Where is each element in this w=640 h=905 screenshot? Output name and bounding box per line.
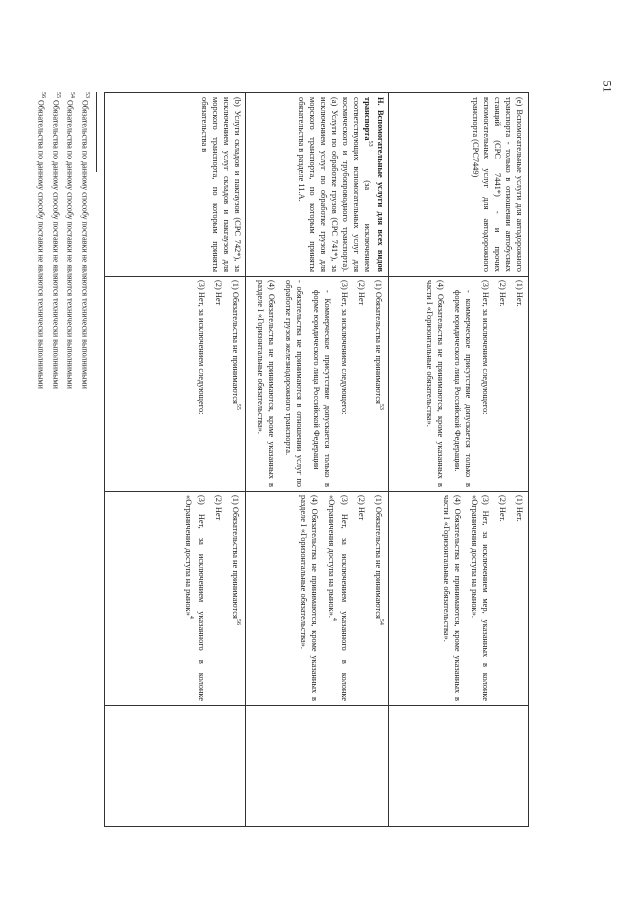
mode-1: (1) Обязательства не принимаются (231, 280, 241, 404)
footnote-ref: 55 (235, 403, 241, 410)
mode-4: (4) Обязательства не принимаются, кроме указанных в части I «Горизонтальные обязательства». (442, 495, 462, 701)
commitments-table (104, 92, 529, 827)
footnote: $^{53}$ Обязательства по данному способу поставки не являются технически выполнимыми (80, 92, 90, 389)
footnote-ref: 53 (378, 403, 384, 410)
mode-1: (1) Нет. (515, 495, 524, 522)
sector-cell (389, 93, 528, 276)
market-access-cell (103, 276, 246, 491)
mode-4: (4) Обязательства не принимаются, кроме указанных в части I «Горизонтальные обязательства». (425, 280, 445, 487)
footnote-ref: 4 (188, 615, 195, 619)
section-title: H. Вспомогательные услуги для всех видов транспорта (363, 97, 385, 272)
mode-4: (4) Обязательства не принимаются, кроме указанных в разделе I «Горизонтальные обязательства». (299, 495, 320, 701)
footnote: $^{55}$ Обязательства по данному способу поставки не являются технически выполнимыми (51, 92, 61, 389)
footnote-ref: 56 (235, 618, 241, 625)
service-description: (за исключением соответствующих вспомогательных услуг для космического и трубопроводного транспорта). (а) Услуги по обработке грузов (CPC 741*), за исключением услуг по обработке грузов для морского транспорта, по которым приняты обязательства в разделе 11.A. (297, 97, 373, 272)
mode-2: (2) Нет. (498, 495, 507, 522)
mode-1: (1) Обязательства не принимаются (374, 280, 384, 404)
mode-3: (3) Нет, за исключением следующего: (340, 280, 350, 415)
sector-cell (103, 93, 246, 276)
page-number: 51 (600, 80, 615, 93)
mode-3: (3) Нет, за исключением указанного в колонке «Ограничения доступа на рынок». (327, 495, 350, 701)
footnotes (34, 92, 93, 827)
additional-commitments-cell (246, 705, 389, 828)
sector-cell (246, 93, 389, 276)
national-treatment-cell (389, 491, 528, 705)
mode-3-condition: - Коммерческое присутствие допускается только в форме юридического лица Российской Федерации (312, 290, 333, 487)
mode-3-condition: - коммерческое присутствие допускается только в форме юридического лица Российской Федерации. (453, 290, 473, 487)
mode-3: (3) Нет, за исключением следующего: (197, 280, 207, 415)
mode-1: (1) Нет. (515, 280, 524, 307)
mode-3: (3) Нет, за исключением указанного в колонке «Ограничения доступа на рынок» (184, 495, 207, 701)
mode-2: (2) Нет. (498, 280, 507, 307)
mode-2: (2) Нет (357, 495, 367, 521)
mode-3: (3) Нет, за исключением мер, указанных в колонке «Ограничения доступа на рынок». (470, 495, 490, 701)
footnote-ref: 4 (331, 617, 338, 621)
national-treatment-cell (246, 491, 389, 705)
footnote-ref: 53 (367, 140, 373, 147)
mode-1: (1) Обязательства не принимаются (374, 495, 384, 619)
rotated-page-content (36, 92, 529, 827)
service-description: (e) Вспомогательные услуги для автодорожного транспорта - только в отношении автобусных станций (CPC 7441*) - и прочих вспомогательных услуг для автодорожного транспорта (CPC7449) (471, 97, 524, 272)
market-access-cell (246, 276, 389, 491)
service-description: (b) Услуги складов и пакгаузов (CPC 742*), за исключением услуг складов и пакгаузов для морского транспорта, по которым приняты обязательства в (200, 97, 242, 272)
mode-1: (1) Обязательства не принимаются (231, 495, 241, 619)
mode-2: (2) Нет (357, 280, 367, 306)
footnote: $^{56}$ Обязательства по данному способу поставки не являются технически выполнимыми (36, 92, 47, 389)
mode-2: (2) Нет (214, 280, 224, 306)
additional-commitments-cell (389, 705, 528, 828)
mode-3-condition: - обязательства не принимаются в отношении услуг по обработке грузов железнодорожного транспорта. (284, 280, 305, 487)
market-access-cell (389, 276, 528, 491)
mode-2: (2) Нет (214, 495, 224, 521)
footnote: $^{54}$ Обязательства по данному способу поставки не являются технически выполнимыми (65, 92, 76, 389)
mode-3: (3) Нет, за исключением следующего: (481, 280, 490, 415)
additional-commitments-cell (103, 705, 246, 828)
footnote-ref: 54 (378, 618, 384, 625)
mode-4: (4) Обязательства не принимаются, кроме указанных в разделе I «Горизонтальные обязательства». (256, 280, 277, 487)
footnote-rule (96, 92, 97, 172)
national-treatment-cell (103, 491, 246, 705)
